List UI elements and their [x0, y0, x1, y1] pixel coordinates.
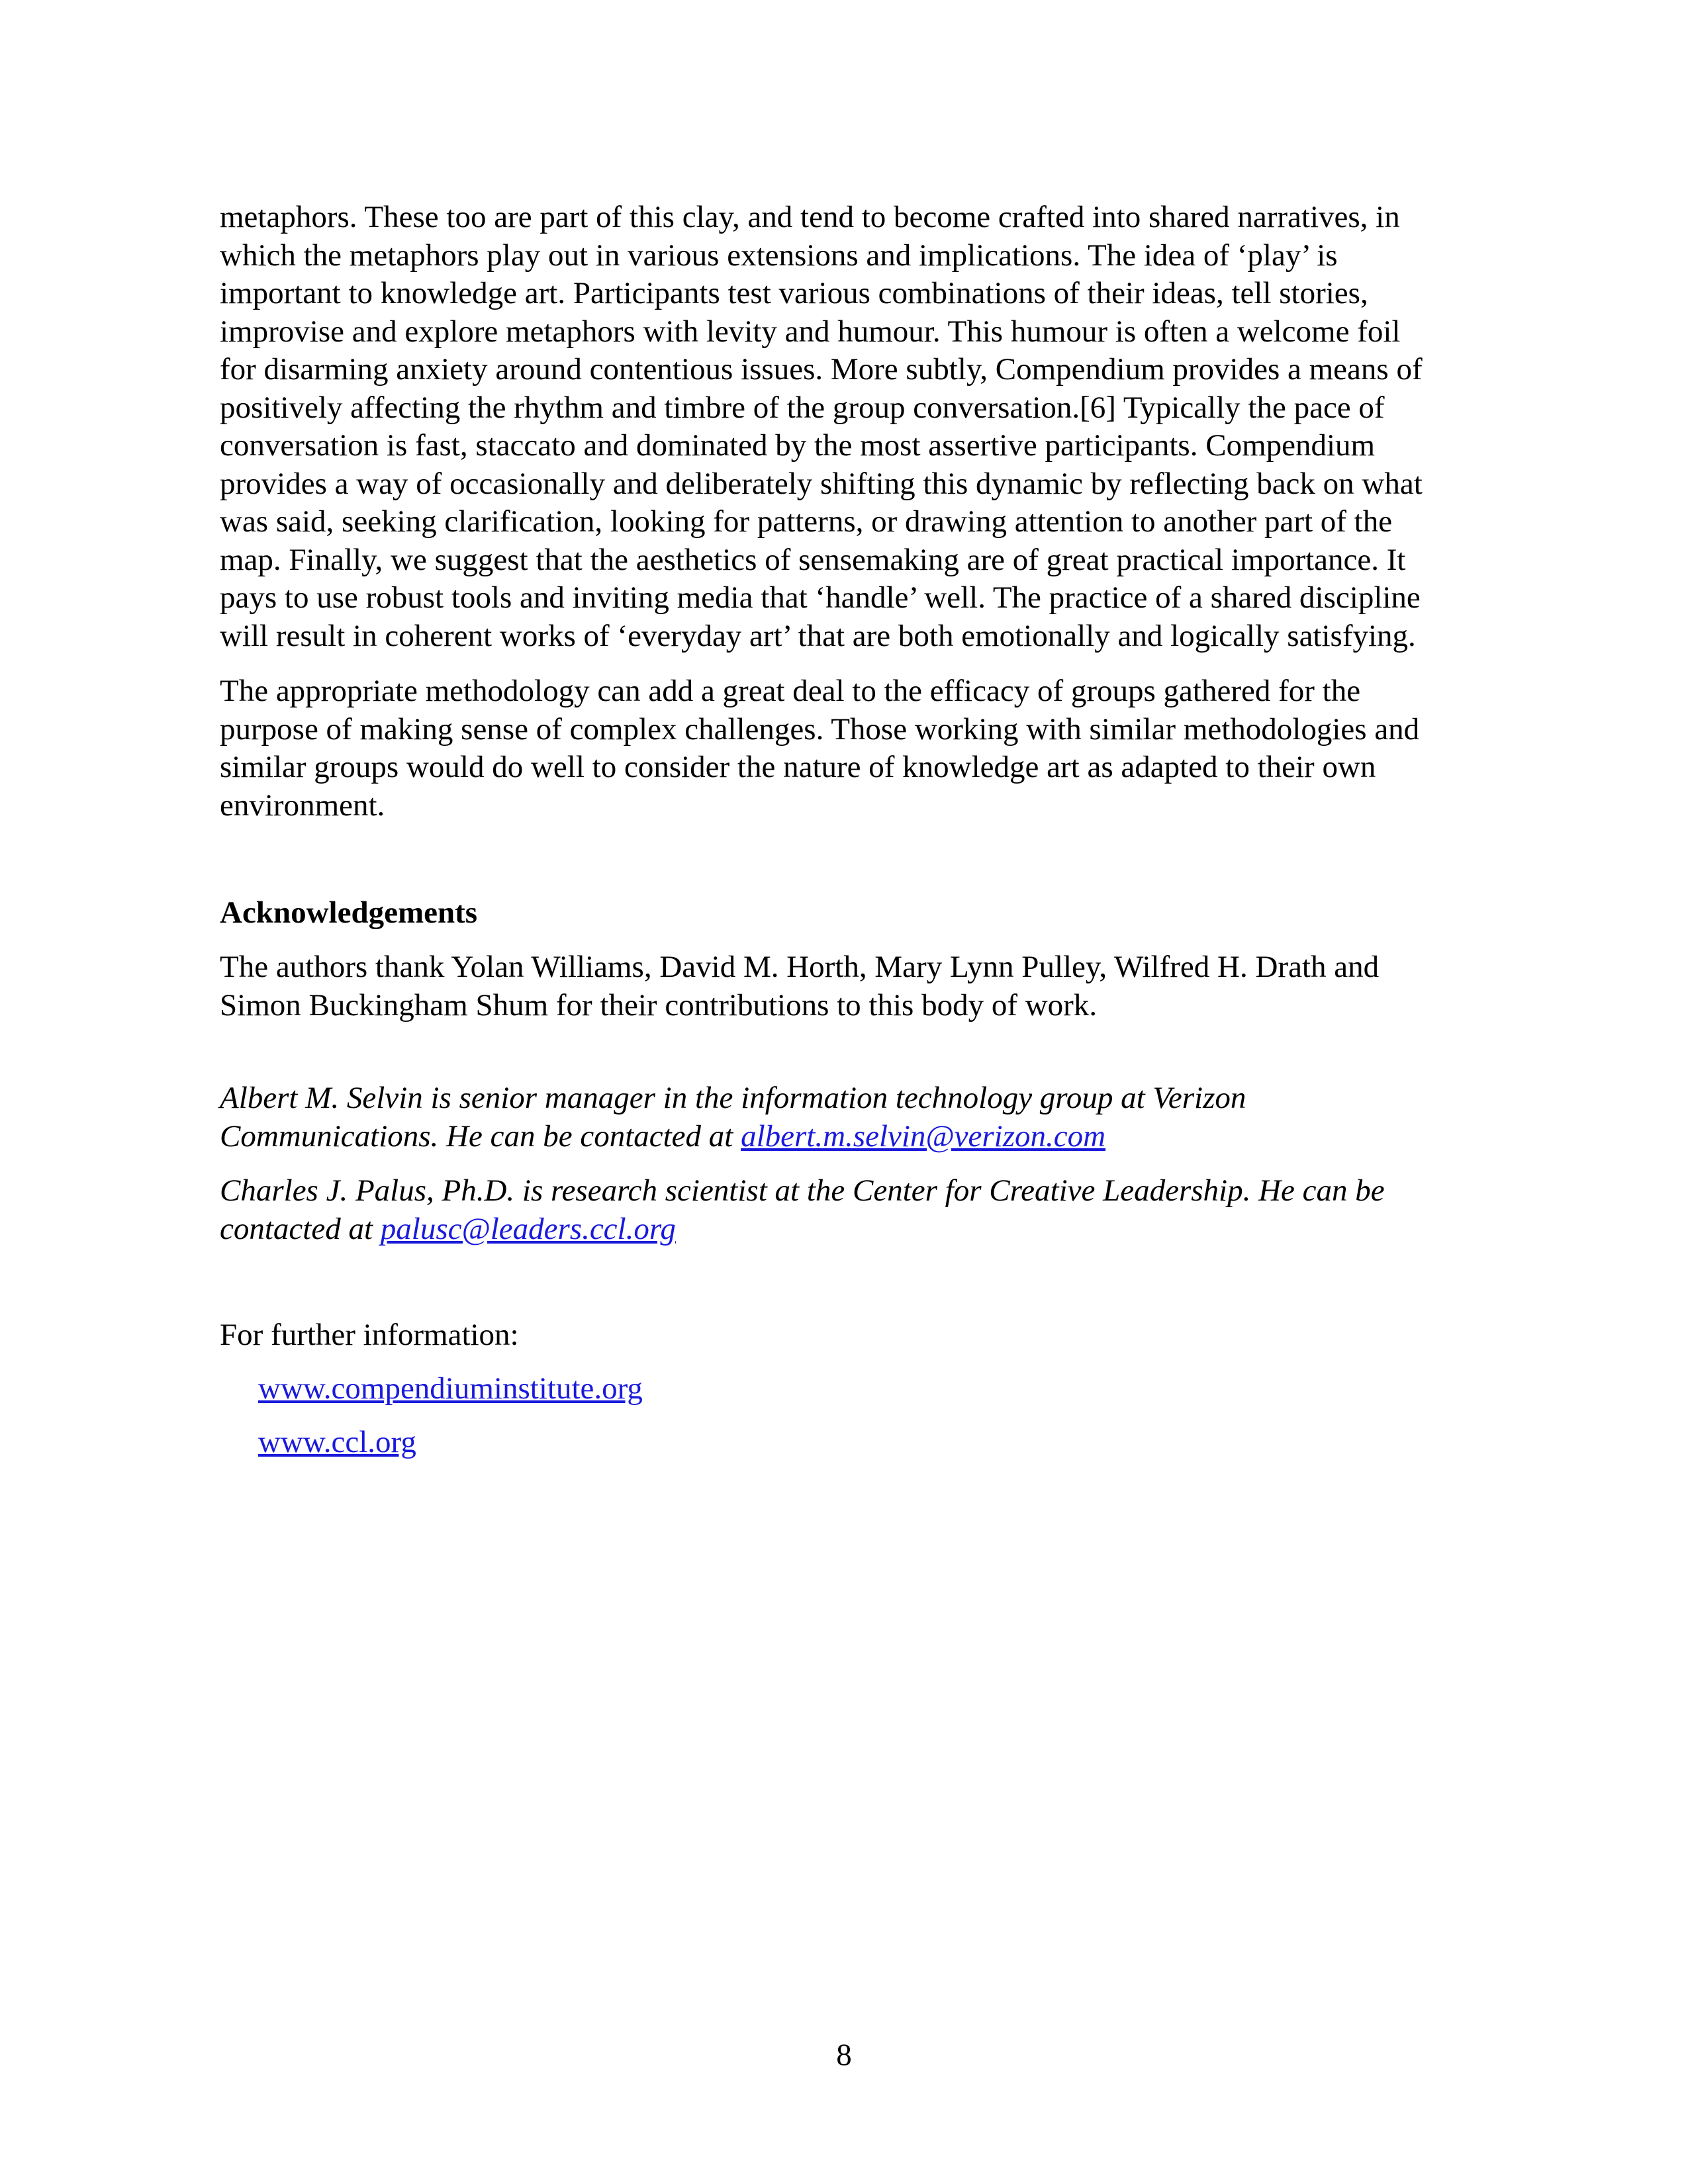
text-line: Albert M. Selvin is senior manager in the information technology group at Verizon — [220, 1081, 1246, 1115]
text-line: Charles J. Palus, Ph.D. is research scientist at the Center for Creative Leadership. He can be — [220, 1173, 1385, 1208]
further-info-link-1 — [220, 1370, 1542, 1408]
text-line — [220, 1118, 1504, 1156]
text-line: was said, seeking clarification, looking for patterns, or drawing attention to another part of the — [220, 504, 1393, 539]
section-heading: Acknowledgements — [220, 895, 478, 930]
link-compendiuminstitute[interactable]: www.compendiuminstitute.org — [258, 1371, 643, 1406]
email-link-palus[interactable]: palusc@leaders.ccl.org — [380, 1211, 676, 1246]
text-line: purpose of making sense of complex challenges. Those working with similar methodologies and — [220, 711, 1420, 747]
text-line — [220, 1210, 1504, 1249]
text-line: conversation is fast, staccato and dominated by the most assertive participants. Compendium — [220, 428, 1376, 463]
text-fragment: contacted at — [220, 1211, 381, 1246]
text-line: The authors thank Yolan Williams, David M. Horth, Mary Lynn Pulley, Wilfred H. Drath and — [220, 950, 1380, 984]
further-info-label — [220, 1316, 1504, 1355]
link-ccl[interactable]: www.ccl.org — [258, 1425, 416, 1459]
text-line: provides a way of occasionally and deliberately shifting this dynamic by reflecting back on what — [220, 466, 1423, 501]
text-line: The appropriate methodology can add a great deal to the efficacy of groups gathered for the — [220, 674, 1361, 708]
text-fragment: Communications. He can be contacted at — [220, 1118, 741, 1154]
author-bio-selvin — [220, 1079, 1504, 1156]
text-line: metaphors. These too are part of this clay, and tend to become crafted into shared narratives, in — [220, 200, 1400, 234]
text-line: important to knowledge art. Participants test various combinations of their ideas, tell stories, — [220, 276, 1368, 310]
text-line: improvise and explore metaphors with levity and humour. This humour is often a welcome foil — [220, 314, 1401, 349]
author-bio-palus — [220, 1172, 1504, 1248]
acknowledgements-heading — [220, 894, 1504, 933]
text-line: similar groups would do well to consider the nature of knowledge art as adapted to their own — [220, 750, 1376, 784]
email-link-selvin[interactable]: albert.m.selvin@verizon.com — [741, 1118, 1106, 1154]
body-paragraph — [220, 672, 1504, 825]
text-line: will result in coherent works of ‘everyday art’ that are both emotionally and logically satisfying. — [220, 618, 1416, 653]
text-line: for disarming anxiety around contentious issues. More subtly, Compendium provides a means of — [220, 352, 1423, 387]
text-line: Simon Buckingham Shum for their contributions to this body of work. — [220, 987, 1098, 1023]
acknowledgements-paragraph — [220, 948, 1504, 1024]
text-line: environment. — [220, 788, 385, 823]
body-paragraph — [220, 199, 1504, 655]
text-line: map. Finally, we suggest that the aesthetics of sensemaking are of great practical importance. It — [220, 542, 1406, 577]
text-line: positively affecting the rhythm and timbre of the group conversation.[6] Typically the pace of — [220, 390, 1385, 425]
text-line: pays to use robust tools and inviting media that ‘handle’ well. The practice of a shared discipline — [220, 580, 1421, 615]
text-line: For further information: — [220, 1318, 519, 1352]
text-line: which the metaphors play out in various extensions and implications. The idea of ‘play’ is — [220, 238, 1338, 273]
page-number: 8 — [836, 2038, 852, 2072]
further-info-link-2 — [220, 1424, 1542, 1462]
